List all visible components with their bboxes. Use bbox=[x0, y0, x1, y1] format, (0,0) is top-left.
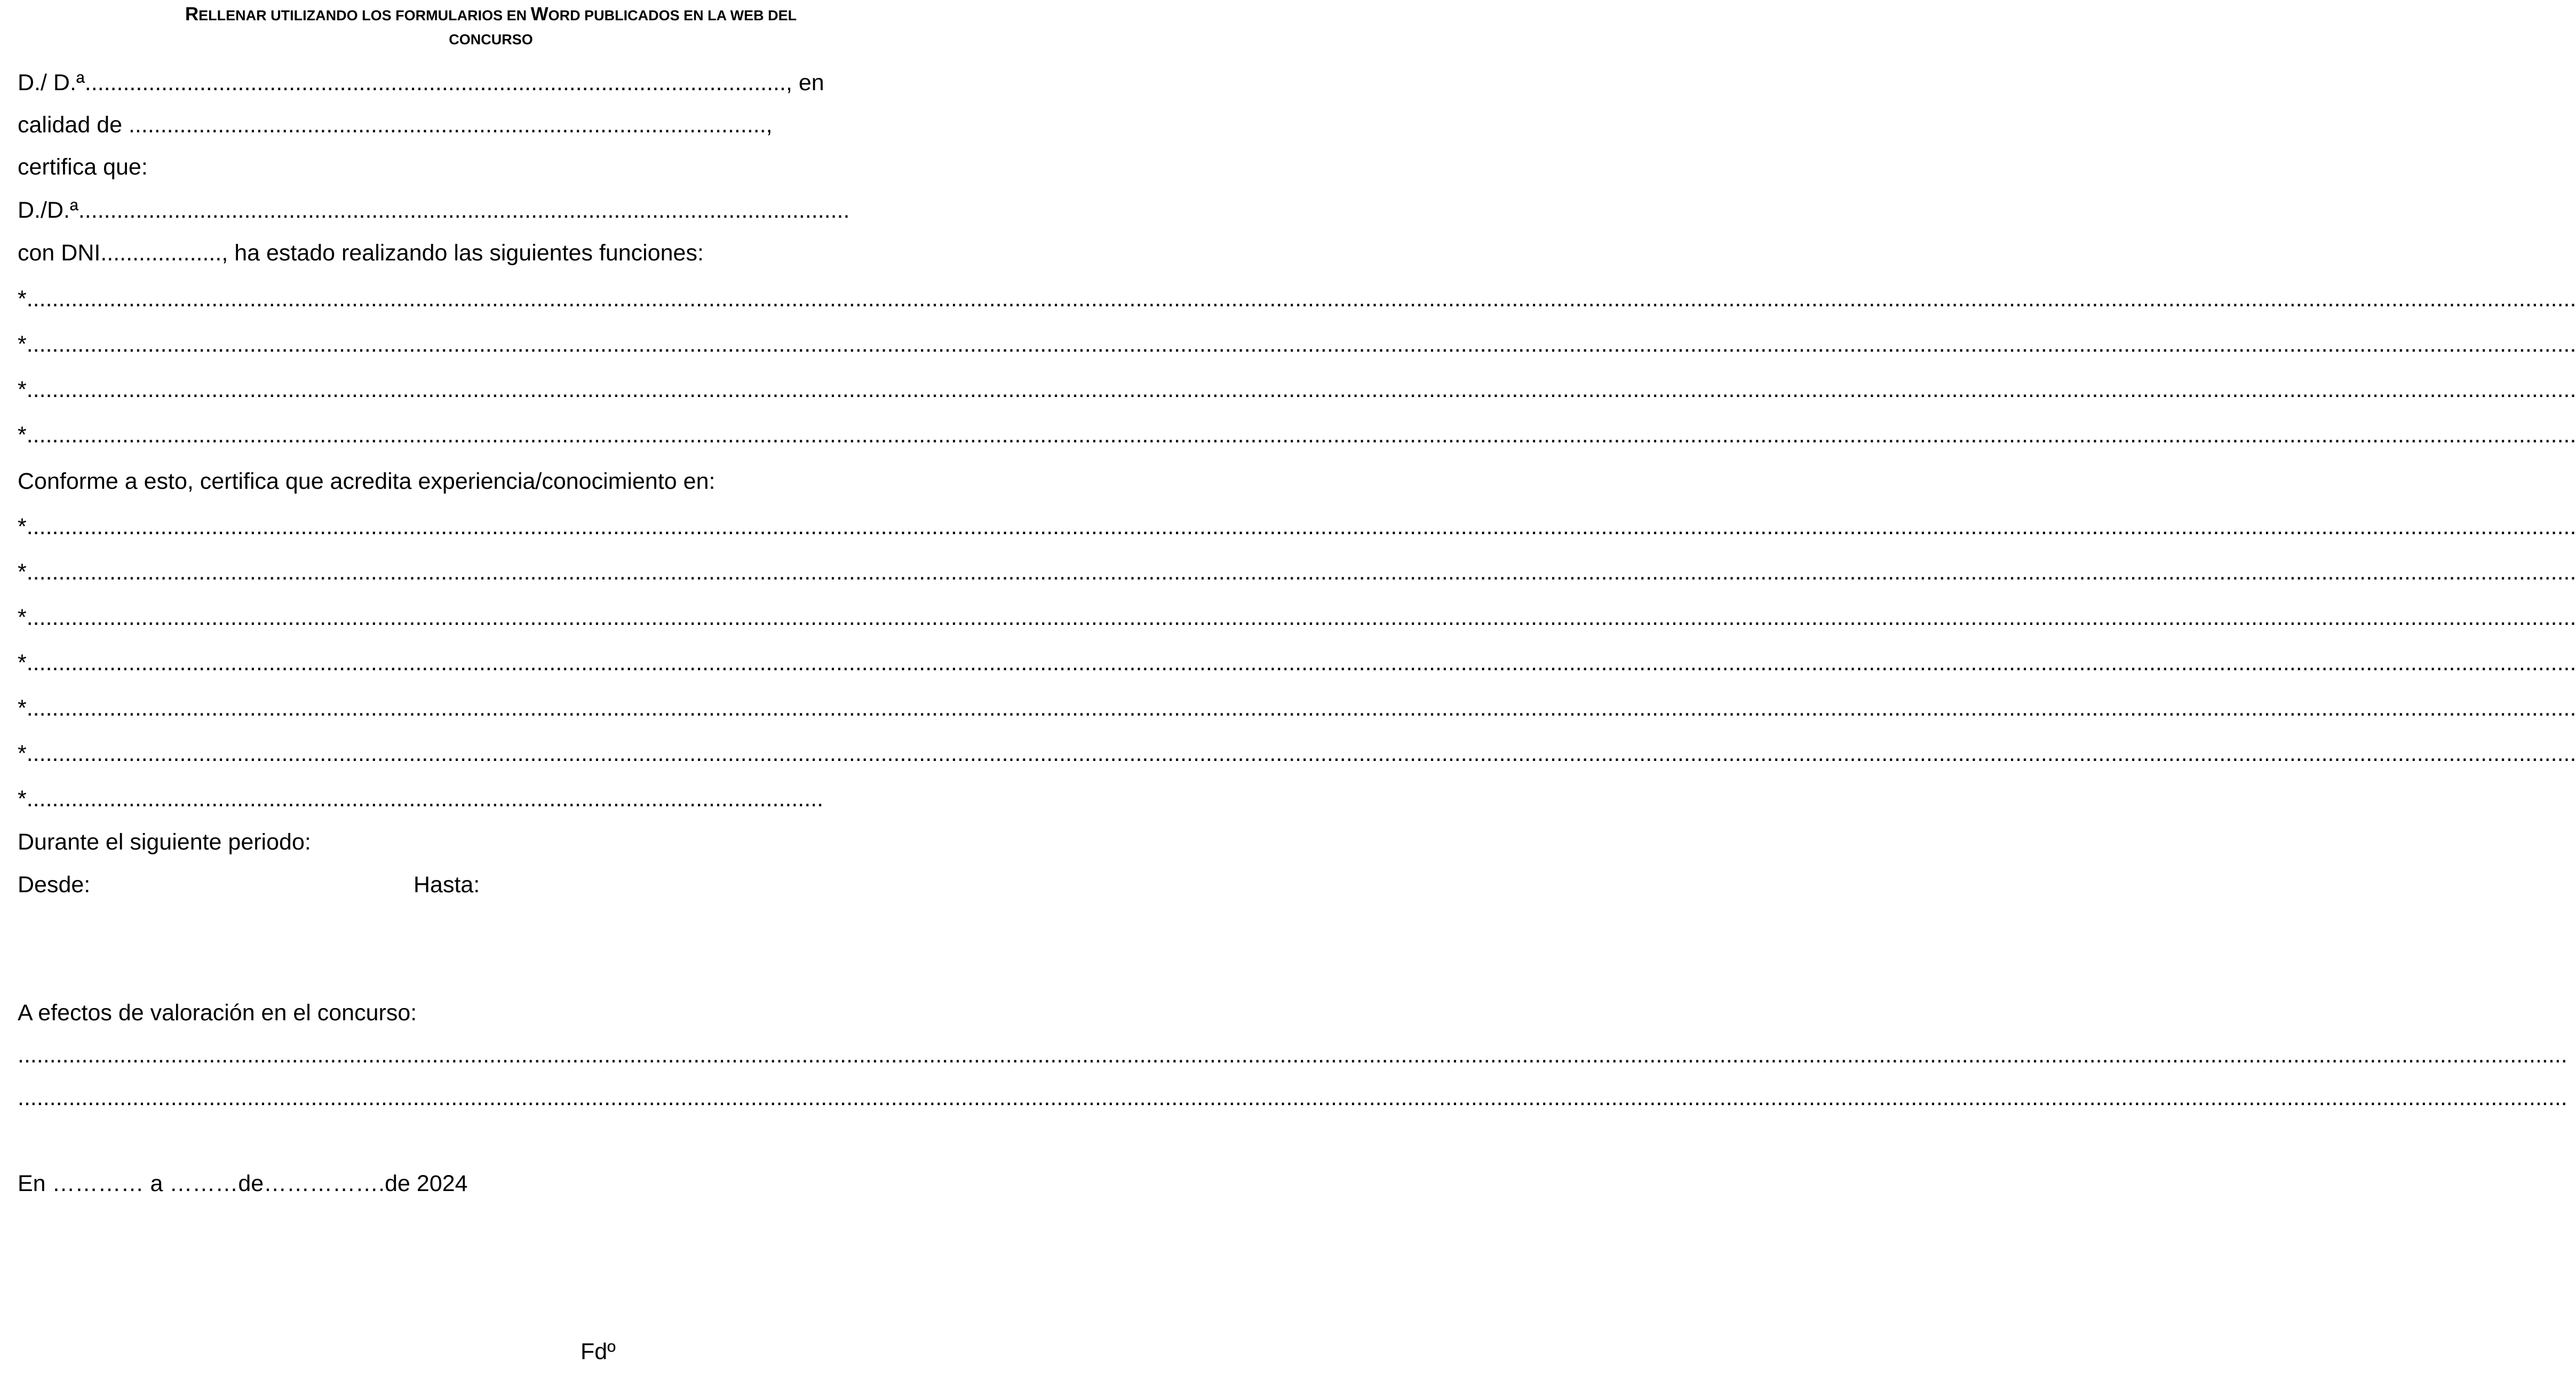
knowledge-item-line: *................................................................................................................................................................................................................................................................................................................................................................................................................ bbox=[18, 741, 2576, 766]
from-label: Desde: bbox=[18, 872, 91, 898]
heading-segment: ELLENAR UTILIZANDO LOS FORMULARIOS EN bbox=[198, 7, 531, 23]
knowledge-item-line: *................................................................................................................................................................................................................................................................................................................................................................................................................ bbox=[18, 605, 2576, 630]
valuation-dotted-line: ................................................................................................................................................................................................................................................................................................................................................................................................................ bbox=[18, 1042, 2567, 1068]
heading-segment: W bbox=[530, 4, 548, 25]
form-instruction-heading-cont: CONCURSO bbox=[449, 31, 533, 47]
heading-segment: R bbox=[185, 4, 199, 25]
conforme-statement: Conforme a esto, certifica que acredita experiencia/conocimiento en: bbox=[18, 469, 715, 494]
to-label: Hasta: bbox=[414, 872, 480, 898]
place-date-line: En ………… a ………de…………….de 2024 bbox=[18, 1171, 468, 1196]
heading-segment: ORD PUBLICADOS EN LA WEB DEL bbox=[548, 7, 797, 23]
function-item-line: *................................................................................................................................................................................................................................................................................................................................................................................................................ bbox=[18, 286, 2576, 312]
certifier-name-line: D./ D.ª.............................................................................................................., en bbox=[18, 70, 824, 96]
valuation-label: A efectos de valoración en el concurso: bbox=[18, 1000, 417, 1026]
function-item-line: *................................................................................................................................................................................................................................................................................................................................................................................................................ bbox=[18, 422, 2576, 448]
certifies-that-label: certifica que: bbox=[18, 154, 148, 180]
function-item-line: *................................................................................................................................................................................................................................................................................................................................................................................................................ bbox=[18, 377, 2576, 402]
valuation-dotted-line: ................................................................................................................................................................................................................................................................................................................................................................................................................ bbox=[18, 1085, 2567, 1110]
knowledge-item-line: *................................................................................................................................................................................................................................................................................................................................................................................................................ bbox=[18, 559, 2576, 585]
knowledge-item-line-last: *............................................................................................................................. bbox=[18, 786, 824, 812]
person-name-line: D./D.ª......................................................................................................................... bbox=[18, 197, 850, 223]
dni-functions-line: con DNI..................., ha estado realizando las siguientes funciones: bbox=[18, 240, 704, 266]
knowledge-item-line: *................................................................................................................................................................................................................................................................................................................................................................................................................ bbox=[18, 695, 2576, 721]
capacity-line: calidad de ...................................................................................................., bbox=[18, 112, 773, 138]
signature-label: Fdº bbox=[581, 1339, 616, 1364]
knowledge-item-line: *................................................................................................................................................................................................................................................................................................................................................................................................................ bbox=[18, 514, 2576, 539]
period-label: Durante el siguiente periodo: bbox=[18, 829, 311, 855]
knowledge-item-line: *................................................................................................................................................................................................................................................................................................................................................................................................................ bbox=[18, 650, 2576, 676]
form-instruction-heading bbox=[32, 5, 950, 23]
function-item-line: *................................................................................................................................................................................................................................................................................................................................................................................................................ bbox=[18, 331, 2576, 357]
